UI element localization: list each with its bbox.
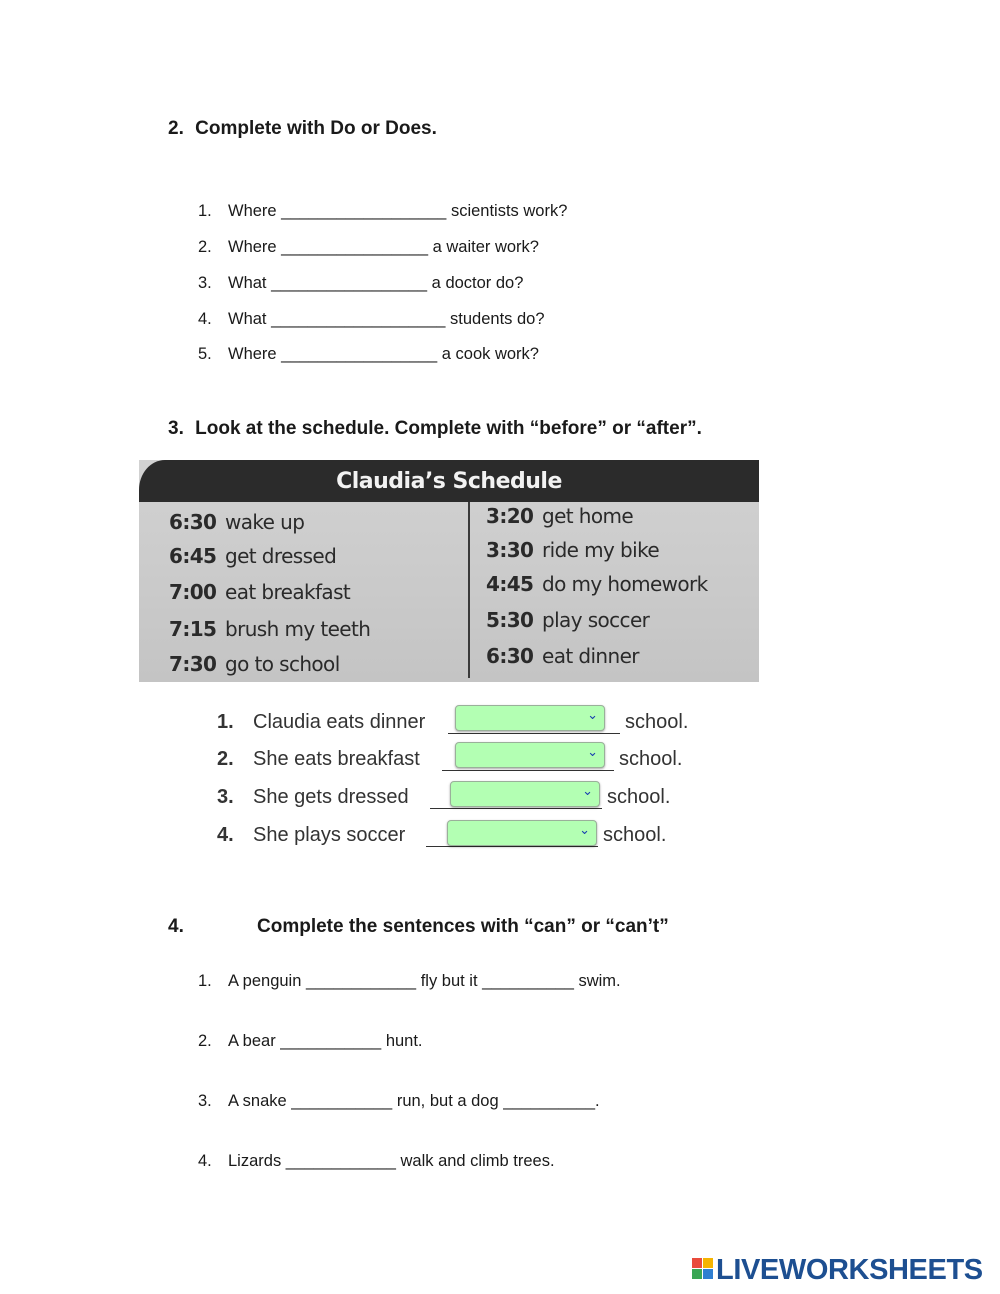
question-text: What _________________ a doctor do? [228,274,524,292]
logo-text: LIVEWORKSHEETS [716,1254,983,1286]
question-text: Where __________________ scientists work? [228,202,568,220]
s2-question-1 [198,202,567,221]
question-number: 2. [217,748,234,770]
schedule-time: 4:45 [486,572,534,596]
schedule-activity: get dressed [225,544,337,568]
schedule-row [169,652,340,676]
chevron-down-icon: ⌄ [582,784,593,799]
schedule-time: 6:45 [169,544,217,568]
s2-question-3 [198,274,523,293]
chevron-down-icon: ⌄ [587,745,598,760]
schedule-activity: wake up [225,510,305,534]
section-4-heading [168,916,669,938]
section-2-title: Complete with Do or Does. [195,118,437,139]
question-number: 2. [198,238,212,256]
section-3-title: Look at the schedule. Complete with “before” or “after”. [195,418,702,439]
section-4-title: Complete the sentences with “can” or “can’t” [257,916,669,937]
answer-line [430,808,602,809]
s3-suffix-3: school. [607,786,671,808]
schedule-time: 3:20 [486,504,534,528]
schedule-row [486,608,649,632]
question-number: 2. [198,1032,212,1050]
s3-question-4 [217,824,405,847]
s4-question-3 [198,1092,600,1111]
s3-question-1 [217,711,425,734]
question-number: 1. [217,711,234,733]
question-text: A snake ___________ run, but a dog __________. [228,1092,600,1110]
section-3-number: 3. [168,418,184,439]
schedule-time: 6:30 [486,644,534,668]
section-2-heading [168,118,437,140]
question-text: Lizards ____________ walk and climb trees. [228,1152,555,1170]
s3-suffix-2: school. [619,748,683,770]
answer-line [442,770,614,771]
schedule-activity: do my homework [542,572,708,596]
liveworksheets-logo-icon [692,1258,714,1280]
question-text: She eats breakfast [253,748,420,770]
chevron-down-icon: ⌄ [587,708,598,723]
schedule-time: 7:30 [169,652,217,676]
question-text: What ___________________ students do? [228,310,545,328]
question-text: Claudia eats dinner [253,711,426,733]
question-text: Where _________________ a cook work? [228,345,539,363]
s4-question-2 [198,1032,423,1051]
answer-dropdown-3[interactable] [450,781,600,807]
answer-line [448,733,620,734]
schedule-activity: brush my teeth [225,617,371,641]
schedule-time: 7:15 [169,617,217,641]
schedule-activity: eat breakfast [225,580,351,604]
answer-dropdown-2[interactable] [455,742,605,768]
schedule-activity: get home [542,504,634,528]
schedule-time: 5:30 [486,608,534,632]
answer-dropdown-1[interactable] [455,705,605,731]
question-text: She plays soccer [253,824,406,846]
answer-line [426,846,598,847]
schedule-activity: ride my bike [542,538,660,562]
question-text: A penguin ____________ fly but it __________ swim. [228,972,621,990]
s4-question-1 [198,972,621,991]
s4-question-4 [198,1152,555,1171]
question-number: 1. [198,972,212,990]
s2-question-4 [198,310,545,329]
question-number: 4. [198,1152,212,1170]
schedule-activity: go to school [225,652,340,676]
question-number: 1. [198,202,212,220]
section-2-number: 2. [168,118,184,139]
schedule-row [169,510,304,534]
schedule-row [169,544,336,568]
schedule-row [486,504,633,528]
question-number: 3. [198,274,212,292]
schedule-time: 6:30 [169,510,217,534]
answer-dropdown-4[interactable] [447,820,597,846]
s3-question-2 [217,748,420,771]
s2-question-2 [198,238,539,257]
section-4-number: 4. [168,916,184,937]
s2-question-5 [198,345,539,364]
question-number: 4. [217,824,234,846]
schedule-time: 7:00 [169,580,217,604]
s3-suffix-4: school. [603,824,667,846]
schedule-time: 3:30 [486,538,534,562]
schedule-row [169,617,370,641]
schedule-row [486,644,639,668]
chevron-down-icon: ⌄ [579,823,590,838]
question-number: 3. [198,1092,212,1110]
schedule-image [139,460,759,682]
s3-suffix-1: school. [625,711,689,733]
schedule-row [486,572,708,596]
section-3-heading [168,418,702,440]
schedule-row [486,538,659,562]
question-number: 4. [198,310,212,328]
schedule-row [169,580,350,604]
question-number: 3. [217,786,234,808]
s3-question-3 [217,786,409,809]
question-text: A bear ___________ hunt. [228,1032,423,1050]
question-text: Where ________________ a waiter work? [228,238,539,256]
schedule-divider [468,502,470,678]
schedule-title: Claudia’s Schedule [336,469,562,494]
question-text: She gets dressed [253,786,409,808]
schedule-activity: eat dinner [542,644,639,668]
schedule-activity: play soccer [542,608,650,632]
question-number: 5. [198,345,212,363]
